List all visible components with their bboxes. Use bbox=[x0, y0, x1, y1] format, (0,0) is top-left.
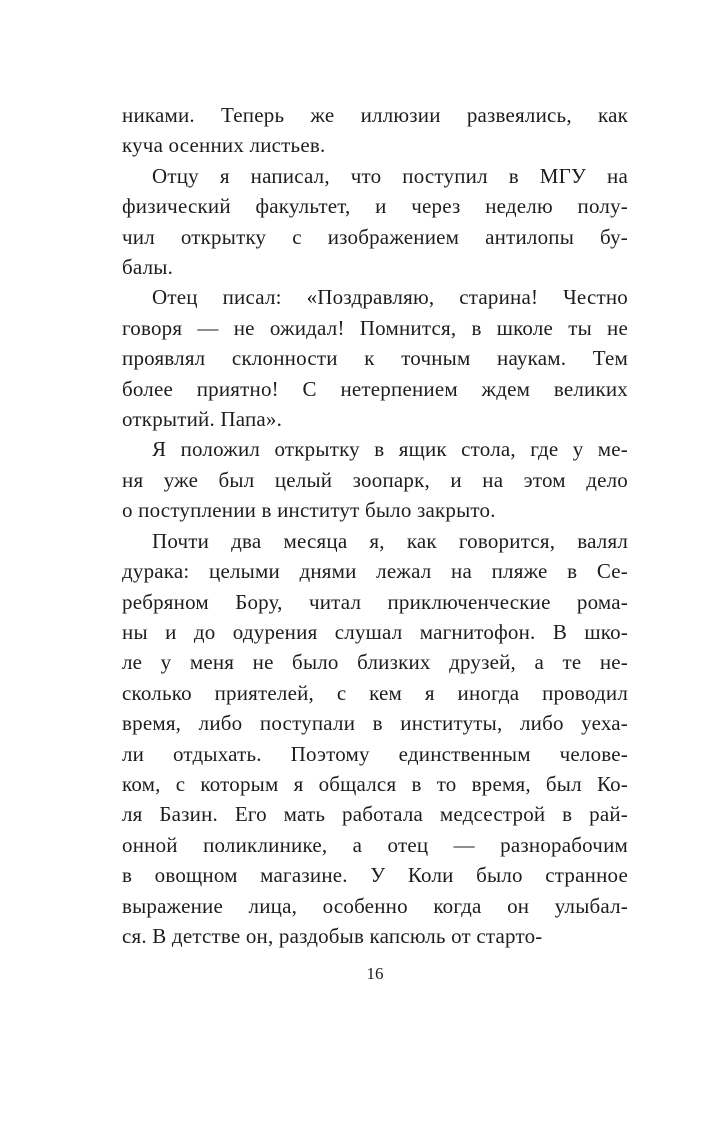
text-line: ля Базин. Его мать работала медсестрой в рай- bbox=[122, 802, 628, 827]
text-line: Отец писал: «Поздравляю, старина! Честно bbox=[152, 285, 628, 310]
text-line: о поступлении в институт было закрыто. bbox=[122, 498, 496, 523]
text-line: дурака: целыми днями лежал на пляже в Се- bbox=[122, 559, 628, 584]
text-line: ны и до одурения слушал магнитофон. В шко- bbox=[122, 619, 628, 644]
paragraph bbox=[122, 100, 628, 161]
page-text bbox=[122, 100, 628, 951]
paragraph bbox=[122, 526, 628, 952]
text-line: ся. В детстве он, раздобыв капсюль от старто- bbox=[122, 923, 543, 948]
text-line: ле у меня не было близких друзей, а те не- bbox=[122, 650, 628, 675]
text-line: более приятно! С нетерпением ждем великих bbox=[122, 376, 628, 401]
text-line: балы. bbox=[122, 255, 174, 280]
text-line: никами. Теперь же иллюзии развеялись, как bbox=[122, 103, 628, 127]
text-line: онной поликлинике, а отец — разнорабочим bbox=[122, 832, 628, 857]
text-line: ком, с которым я общался в то время, был Ко- bbox=[122, 771, 628, 796]
text-line: ли отдыхать. Поэтому единственным челове- bbox=[122, 741, 628, 766]
text-line: Почти два месяца я, как говорится, валял bbox=[152, 528, 628, 553]
text-line: в овощном магазине. У Коли было странное bbox=[122, 863, 628, 888]
text-line: говоря — не ожидал! Помнится, в школе ты не bbox=[122, 315, 628, 340]
text-line: ребряном Бору, читал приключенческие рома- bbox=[122, 589, 628, 614]
text-line: сколько приятелей, с кем я иногда проводил bbox=[122, 680, 628, 705]
paragraph bbox=[122, 161, 628, 283]
text-line: чил открытку с изображением антилопы бу- bbox=[122, 224, 628, 249]
text-line: проявлял склонности к точным наукам. Тем bbox=[122, 346, 628, 371]
text-line: ня уже был целый зоопарк, и на этом дело bbox=[122, 467, 628, 492]
text-line: время, либо поступали в институты, либо уеха- bbox=[122, 711, 628, 736]
text-line: Отцу я написал, что поступил в МГУ на bbox=[152, 163, 628, 188]
text-line: открытий. Папа». bbox=[122, 407, 283, 432]
text-line: куча осенних листьев. bbox=[122, 133, 326, 158]
paragraph bbox=[122, 282, 628, 434]
text-line: физический факультет, и через неделю полу- bbox=[122, 194, 628, 219]
page-number: 16 bbox=[366, 964, 384, 983]
text-line: Я положил открытку в ящик стола, где у ме- bbox=[152, 437, 628, 462]
paragraph bbox=[122, 434, 628, 525]
text-line: выражение лица, особенно когда он улыбал- bbox=[122, 893, 628, 918]
